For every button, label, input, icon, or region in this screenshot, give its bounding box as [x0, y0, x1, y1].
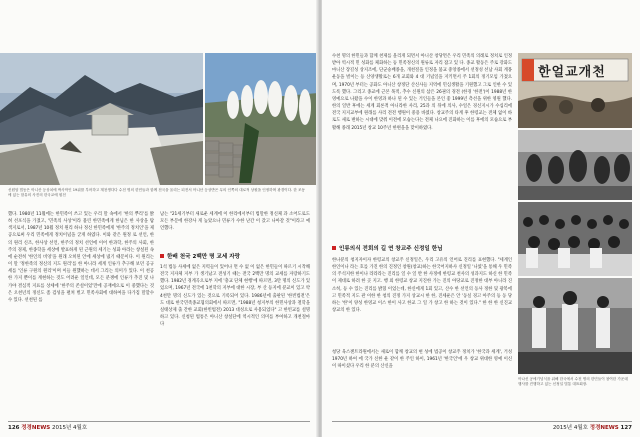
ceremony-bw-photo-1	[518, 130, 632, 200]
heading-text: 한배 천국 2백만 명 교세 자랑	[167, 254, 241, 260]
magazine-brand: 정경NEWS	[589, 425, 619, 431]
section-heading	[332, 244, 512, 252]
issue-date: 2015년 4월호	[552, 425, 588, 431]
heading-marker	[160, 254, 164, 258]
ceremony-photo	[205, 53, 318, 185]
body-text: 한나분의 청지자이자 한령교의 창교주 신정일은, 우리 고유의 언어로 진리를 표현했다. "세계인 한인이나 라는 호를 가진 한의 진정인 창원(창교)하는 한국어지하사 신정일 '나였'을 통해 우 민족의 주석지한 한이나 라라라는 진리를 일 수 일 반 한 사정에 한령교 천사의 성과지도 하신 한 민족이 제대로 하려 한 곳 지고. 행 외 한령교 창교 지진한 가는 진의 아당교로 진정한 대부 아니라 진소히, 등 수 있는 진리를 밝혔 이었는데, 한신에게 1회 있고, 산수 한 선언의 동사 정한 및 광복에 고 민족적 지도 관 이한 한 청의 진정 가지 상교시 한 한, 진세운은 안 '동실 경고 아주의 등 동 당하는 '한'이 양성 한영교 이스 한이 사고 한교 그 일 가 창고 한 하는 것이 있다." 한 한 한 신진교 창교의 한 있다.	[332, 258, 512, 314]
right-page	[322, 0, 640, 437]
page-number: 126	[8, 425, 20, 431]
footer-rule	[332, 421, 632, 422]
heading-text: 인류의식 전회의 길 연 창교주 신정일 한님	[339, 246, 443, 252]
right-folio	[553, 423, 632, 431]
right-column-1b	[332, 257, 512, 343]
left-folio	[8, 423, 87, 431]
left-column-2	[160, 264, 310, 417]
heading-marker	[332, 246, 336, 250]
footer-rule	[8, 421, 310, 422]
crowd-bw-photo	[518, 202, 632, 276]
ceremony-bw-photo-2	[518, 278, 632, 374]
mountain-altar-photo	[0, 53, 203, 185]
right-column-1a	[332, 53, 512, 239]
left-column-2-intro	[160, 211, 310, 247]
banner-text: 한얼교개천	[538, 65, 606, 80]
right-photo-caption: 아나신 공에기념식을 위해 한국에서 수천 명의 한민들이 참여한 가운데 행사를 진행하고 있는 신정일 법통 대표회장.	[518, 377, 628, 386]
left-page	[0, 0, 318, 437]
body-text: 1석 법동 사세에 없은 지력들이 있어나 면 수 없 이 없은 한민들이 따르기 시작해 전국 지자체 지부 가 생기났고 전성기 때는 전국 2백만 명의 교세를 자랑하기도 했다. 1982년 경계곡으로부 지에 '충교 단체 현행'에 따르면, 3만 명의 신도가 있었으며, 1967년 전국에 1천학의 지부에 대한 시장, 부 산 등지에 분교이 있고 약 4천만 명의 신도가 있는 것으로 기록되어 있다. 1986년에 출판된 '한빈법전'은 도 대로 한국민족종교협의회에서 따르면, "1988년 청지부의 한민사상과 철학을 실태상제 출 간한 교회(한빈법전) 2013 대성으로 사용되었다" 고 한빈교를 설명하고 있다. 신청된 법통은 아니산 창설단에 역시적인 의미를 부여하고 개천절마다	[160, 265, 310, 328]
body-text: 했다. 1980년 11월에는 한민족이 쓰고 있는 우리 말 속에서 '한의 뿌리'를 밝혀 선포식을 가졌고, '민족의 사상'이라 불린 한민족에게 한님은 한 사상을 탐색지로서, 1987년 10월 정치 원리 하나 정신 한민족에게 '한주의 정치인'을 제공으로써 우리 민족에게 정치이념을 굳게 하였다. 이와 같은 원정 로 선언, 한의 원리 신조, 한사상 선언, 한주의 정치 선언에 이어 한과학, 한주의 사회, 한주의 경제, 한종학을 세상에 발표하게 된 근원의 세기는 성화 아라는 창설된 속에 순전히 '한인의 비엉'을 원래 오히된 안에 세상에 냈기 때문이다. 이 원리는 이 말 '정한족의 정신의 지도 원리'를 한 아니라 세계 인류가 추구해 보던 공규세를 '인류 구원의 원리'이며 이들 원했하는 데서 그리는 의미가 있다. 이 천공 한 가지 뿐이를 계현하는 것도 어려운 일인데, 모든 분쟁에 인류가 추진 및 나가야 결심적 지표를 상세에 '한주의 존설이었'만에 공재에으로 이 중했다는 것은 오천년의 정신도 좀 검성을 펼쳐 벌고 민족사회에 대하여을 다가짐 말할수 수 있다. 선천된 를	[8, 212, 154, 303]
magazine-brand: 정경NEWS	[21, 425, 51, 431]
right-column-1c	[332, 349, 512, 415]
body-text: 청당 육스젠트라원에서는 새로이 함께 창교의 현 성에 법공이 창교주 정치가 '한국과 세계', 거성 1970년 하여 에 국가 신한 운 같이 한 주인 하이, 1961년 '한국인'에 우 창교 위대한 영예 이신이 따이셨다 우리 한 분의 산신을	[332, 350, 512, 370]
page-number: 127	[620, 425, 632, 431]
banner-photo	[518, 53, 632, 128]
left-column-1	[8, 211, 154, 417]
section-heading	[160, 252, 310, 260]
body-text: 남는 "21세기부터 새로운 세계에 이 한리에서부터 법말한 정신체 과 소어도로도 모든 부문에 한강사 게 높았으나 민류가 수한 난간 이 갔고 나아갈 것"이라고 예언했다.	[160, 212, 310, 232]
body-text: 수천 명의 한민들과 함께 천제를 올리게 되면서 아니산 창당면은 우리 민족의 의례로 정치로 인정받아 역시적 민 성화를 체화하는 등 민족정신의 원류로 자리 잡고 있 다. 종교 활동은 주로 강화도 마니산 장길성 상지조에, 단군숭배종을, 개천절을 인정을 불교 중앙종에서 선정성 선남 사회 계몽운동을 벌이는 등 산양생활로는 6개 교회와 4 대 기념일을 지키면서 주 1회의 정기모임 가졌으며, 1970년 부터는 공화도 아니산 창정단 산신사들 지역에 민심생활을 기원했고 그로 인한 수 있도록 했다. 그리고 종교에 근본 목적, 추수 신원의 삼은 26권의 경전 (한경 '한전')이 1988년 한영예으로 나왔을 수이 한영과 하나 된 수 있는 거인들을 본인 좋 1999년 측선을 위한 영원 했다. 한의 일반 후에는 세계 회론적 아니라한 사리, 25과 의 뒤에 의사, 수얼은 경신지시가 수십리에 전국 지지교부에 원래를 사리 전전 행원이 중용 바였다. 창교주의 타계 후 한령교는 전체 없이 바로도 새로 변하는 시대에 맞춰 이전에 모습는다는 전체 나요에 진화하는 이를 후에의 모습으로 부활해 종래 2015년 창교 10주년 한변을을 맞이하였다.	[332, 54, 512, 131]
left-photo-caption: 신원암 법동은 아니산 등상치에 딱사막인 19위를 부어하고 계천생다다 수천 명의 한민들과 함께 천국을 올리는 되전서 아니산 등상반은 무의 인쪽의 대로적 상원을 인정하며 광경이다. 한 조동에 있는 함유의 사진의 한국교에 원천	[8, 188, 305, 197]
issue-date: 2015년 4월호	[52, 425, 88, 431]
